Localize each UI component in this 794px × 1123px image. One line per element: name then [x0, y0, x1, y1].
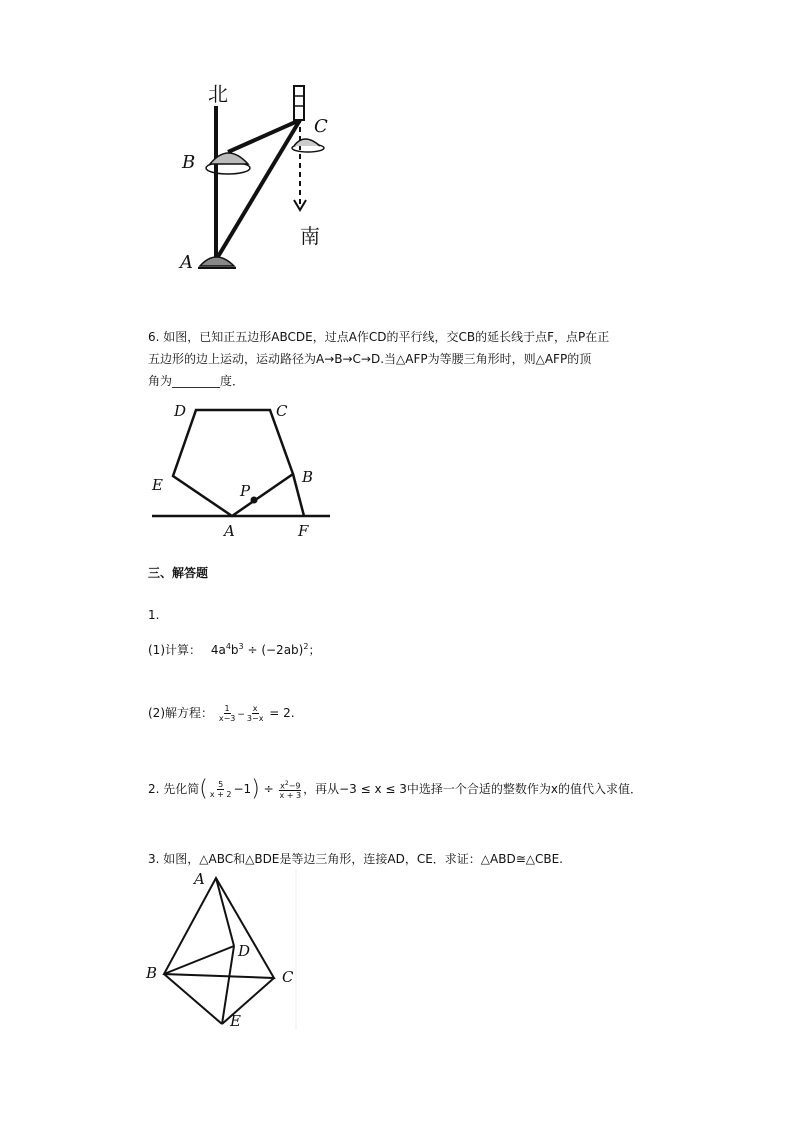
- s2-post: ，再从−3 ≤ x ≤ 3中选择一个合适的整数作为x的值代入求值．: [303, 782, 643, 796]
- tri-vertex-a: A: [194, 870, 205, 888]
- s1-part1: [148, 636, 320, 661]
- q6-line1: 6. 如图，已知正五边形ABCDE，过点A作CD的平行线，交CB的延长线于点F，点P在正: [148, 330, 610, 344]
- s2-fraction-1: [209, 780, 233, 799]
- figure-pentagon: [148, 398, 338, 546]
- s2-f2-num-base: x: [280, 781, 285, 791]
- s1-p1-expr-b: b: [230, 643, 239, 657]
- s2-line: [148, 778, 642, 801]
- fraction-1-den: x−3: [218, 714, 236, 723]
- fraction-1: [218, 704, 237, 723]
- fraction-2-den: 3−x: [246, 714, 264, 723]
- s1-part2: [148, 702, 295, 726]
- s3-text: 3. 如图，△ABC和△BDE是等边三角形，连接AD，CE．求证：△ABD≅△CBE.: [148, 852, 563, 866]
- figure-compass: [170, 78, 350, 278]
- s2-div: ÷: [263, 782, 274, 796]
- triangle-diagram: [146, 870, 306, 1032]
- s1-p1-end: ；: [308, 643, 321, 657]
- s1-p2-end: = 2.: [269, 706, 295, 720]
- vertex-e: E: [152, 476, 163, 494]
- paren-open: (: [199, 776, 208, 802]
- tri-vertex-e: E: [230, 1012, 241, 1030]
- compass-diagram: [170, 78, 350, 278]
- point-f: F: [298, 522, 309, 540]
- s2-f1-num: 5: [218, 780, 224, 789]
- q6-line3: [148, 370, 244, 392]
- q6-line3-pre: 角为: [148, 374, 173, 388]
- fraction-1-num: 1: [224, 704, 230, 713]
- tri-vertex-d: D: [238, 942, 251, 960]
- minus-sign: −: [237, 710, 245, 720]
- north-label: 北: [208, 82, 228, 106]
- s1-p1-exp-a: 4: [225, 642, 231, 651]
- point-label-a: A: [180, 252, 193, 273]
- s2-fraction-2: [279, 779, 303, 801]
- s1-p2-label: (2)解方程：: [148, 706, 213, 720]
- s1-p1-expr-a: 4a: [210, 643, 226, 657]
- paren-close: ): [251, 776, 260, 802]
- s1-number: 1.: [148, 608, 160, 622]
- south-label: 南: [300, 224, 320, 248]
- s1-p1-exp-c: 2: [303, 642, 309, 651]
- s1-p1-expr-c: ÷ (−2ab): [243, 643, 304, 657]
- s2-f2-num-exp: 2: [284, 779, 289, 787]
- fraction-2: [246, 704, 265, 723]
- vertex-a: A: [224, 522, 235, 540]
- answer-blank: ________: [172, 374, 221, 388]
- s2-f2-den: x + 3: [279, 791, 302, 801]
- tri-vertex-b: B: [146, 964, 158, 982]
- fraction-2-num: x: [252, 704, 258, 713]
- point-p: P: [240, 482, 251, 500]
- point-label-c: C: [314, 116, 328, 137]
- figure-triangles: [146, 870, 306, 1032]
- point-label-b: B: [182, 152, 196, 173]
- s2-minus1: −1: [233, 782, 252, 796]
- vertex-b: B: [302, 468, 314, 486]
- tri-vertex-c: C: [282, 968, 294, 986]
- s2-f2-num: [279, 779, 301, 792]
- s2-f2-num-rest: −9: [288, 781, 301, 791]
- s1-p1-label: (1)计算：: [148, 643, 201, 657]
- s2-pre: 2. 先化简: [148, 782, 200, 796]
- q6-line2: 五边形的边上运动，运动路径为A→B→C→D.当△AFP为等腰三角形时，则△AFP的顶: [148, 352, 592, 366]
- q6-line3-post: 度．: [220, 374, 245, 388]
- s2-f1-den: x + 2: [209, 790, 232, 799]
- section-title: 三、解答题: [148, 566, 209, 580]
- s1-p1-exp-b: 3: [238, 642, 244, 651]
- vertex-d: D: [174, 402, 187, 420]
- vertex-c: C: [276, 402, 288, 420]
